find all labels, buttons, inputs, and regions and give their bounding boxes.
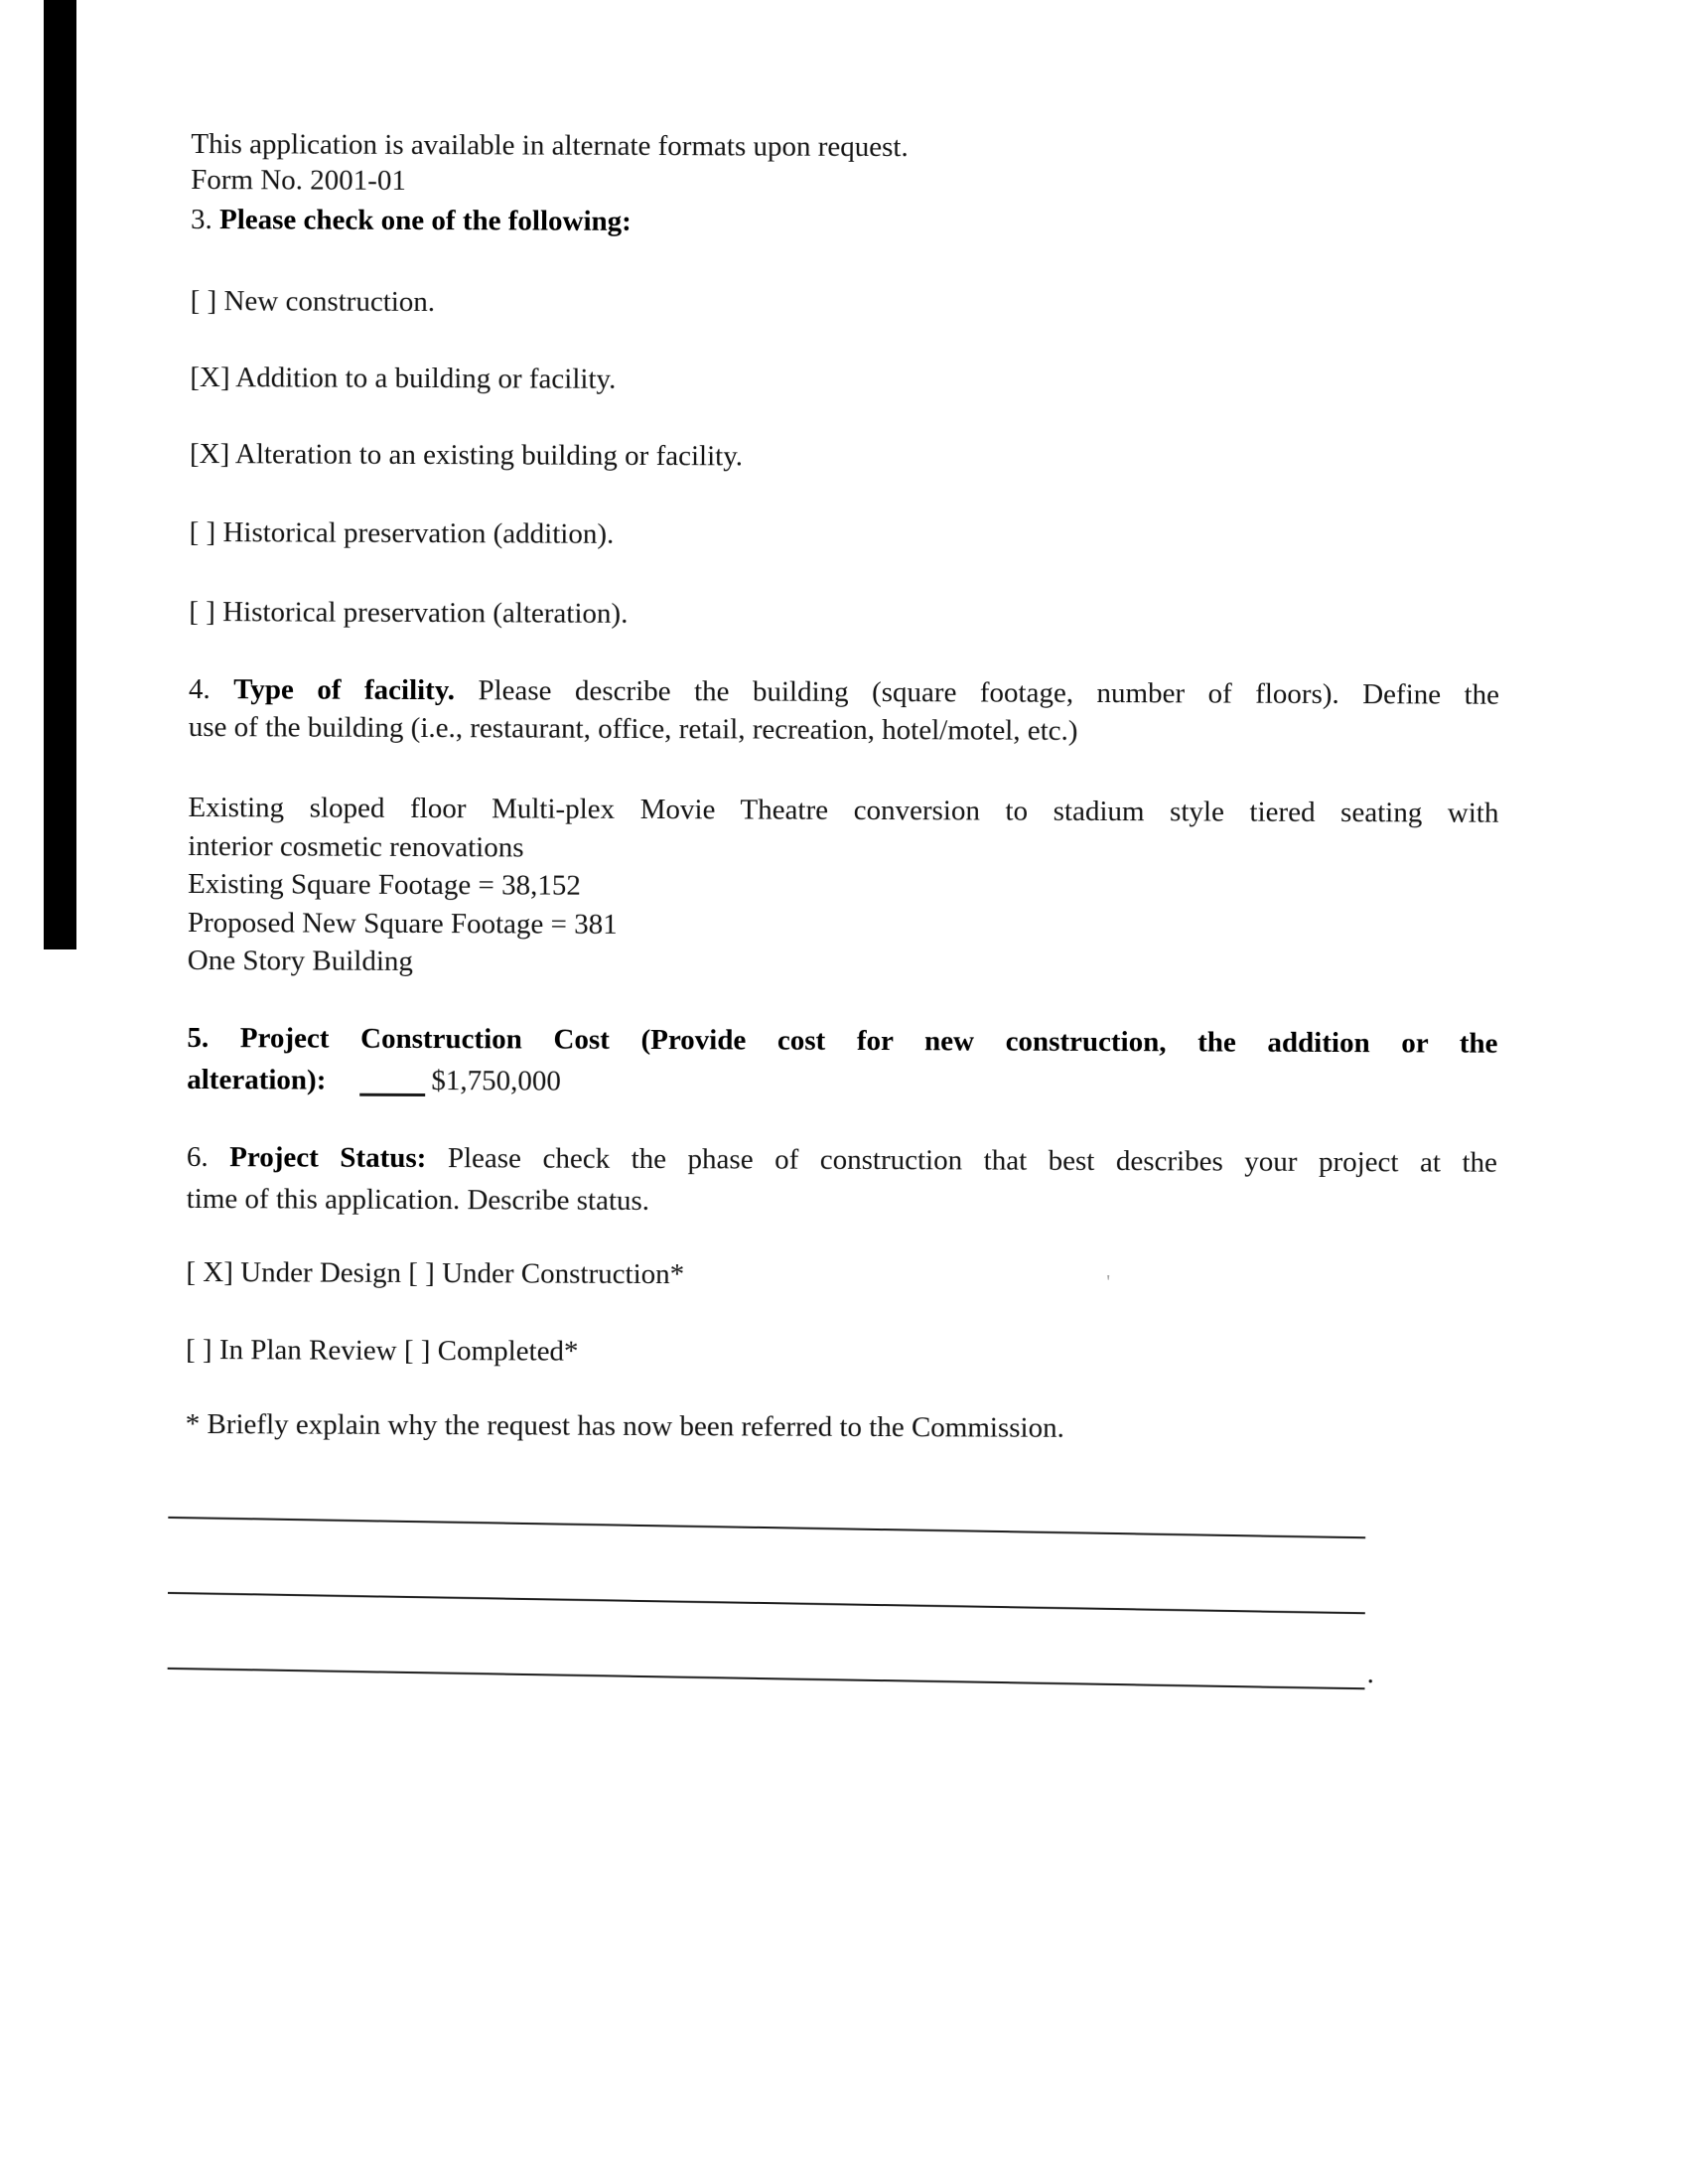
cost-blank-line: [359, 1093, 425, 1096]
section4-prompt-line1: Please describe the building (square footage, number of floors). Define the: [478, 674, 1500, 711]
form-number: Form No. 2001-01: [191, 163, 406, 197]
footnote-referral: * Briefly explain why the request has now been referred to the Commission.: [185, 1407, 1064, 1444]
write-in-line-3: [168, 1668, 1365, 1689]
option-new-construction: [ ] New construction.: [190, 284, 436, 319]
trailing-period: .: [1366, 1658, 1374, 1690]
section6-prompt-line2: time of this application. Describe status.: [186, 1182, 650, 1217]
write-in-line-2: [168, 1592, 1365, 1614]
section6-prompt-line1: Please check the phase of construction that best describes your project at the: [447, 1142, 1497, 1179]
section4-number: 4.: [188, 672, 211, 706]
section5-heading-text: 5. Project Construction Cost (Provide cost for new construction, the addition or the: [187, 1021, 1498, 1060]
facility-answer-line2: interior cosmetic renovations: [188, 829, 524, 864]
section5-alteration-label: alteration):: [187, 1063, 327, 1096]
section3-number: 3.: [190, 203, 212, 236]
option-addition: [X] Addition to a building or facility.: [190, 361, 617, 395]
write-in-line-1: [168, 1517, 1365, 1538]
existing-square-footage: Existing Square Footage = 38,152: [188, 867, 581, 902]
option-historical-addition: [ ] Historical preservation (addition).: [189, 515, 615, 550]
section5-heading-line1: [187, 1019, 1497, 1063]
construction-cost-value: $1,750,000: [431, 1065, 561, 1097]
section4-heading-line1: [189, 670, 1499, 714]
section3-heading: [191, 201, 1501, 244]
facility-answer-line1: Existing sloped floor Multi-plex Movie Theatre conversion to stadium style tiered seating with: [188, 791, 1499, 829]
proposed-square-footage: Proposed New Square Footage = 381: [187, 906, 618, 941]
section4-prompt-line2: use of the building (i.e., restaurant, office, retail, recreation, hotel/motel, etc.): [188, 710, 1078, 747]
section4-title: Type of facility.: [233, 673, 456, 707]
option-historical-alteration: [ ] Historical preservation (alteration).: [189, 595, 629, 630]
scan-speck: ': [1106, 1271, 1111, 1294]
section5-heading-line2: [187, 1061, 1497, 1104]
section6-title: Project Status:: [229, 1141, 427, 1175]
option-alteration: [X] Alteration to an existing building or facility.: [189, 437, 744, 473]
section6-number: 6.: [186, 1140, 209, 1174]
status-options-line2: [ ] In Plan Review [ ] Completed*: [186, 1333, 579, 1368]
availability-note: This application is available in alternate formats upon request.: [191, 127, 909, 164]
status-options-line1: [ X] Under Design [ ] Under Construction*: [186, 1255, 685, 1291]
building-stories: One Story Building: [187, 944, 414, 977]
section3-title: Please check one of the following:: [218, 204, 632, 237]
section6-heading-line1: [187, 1138, 1497, 1182]
